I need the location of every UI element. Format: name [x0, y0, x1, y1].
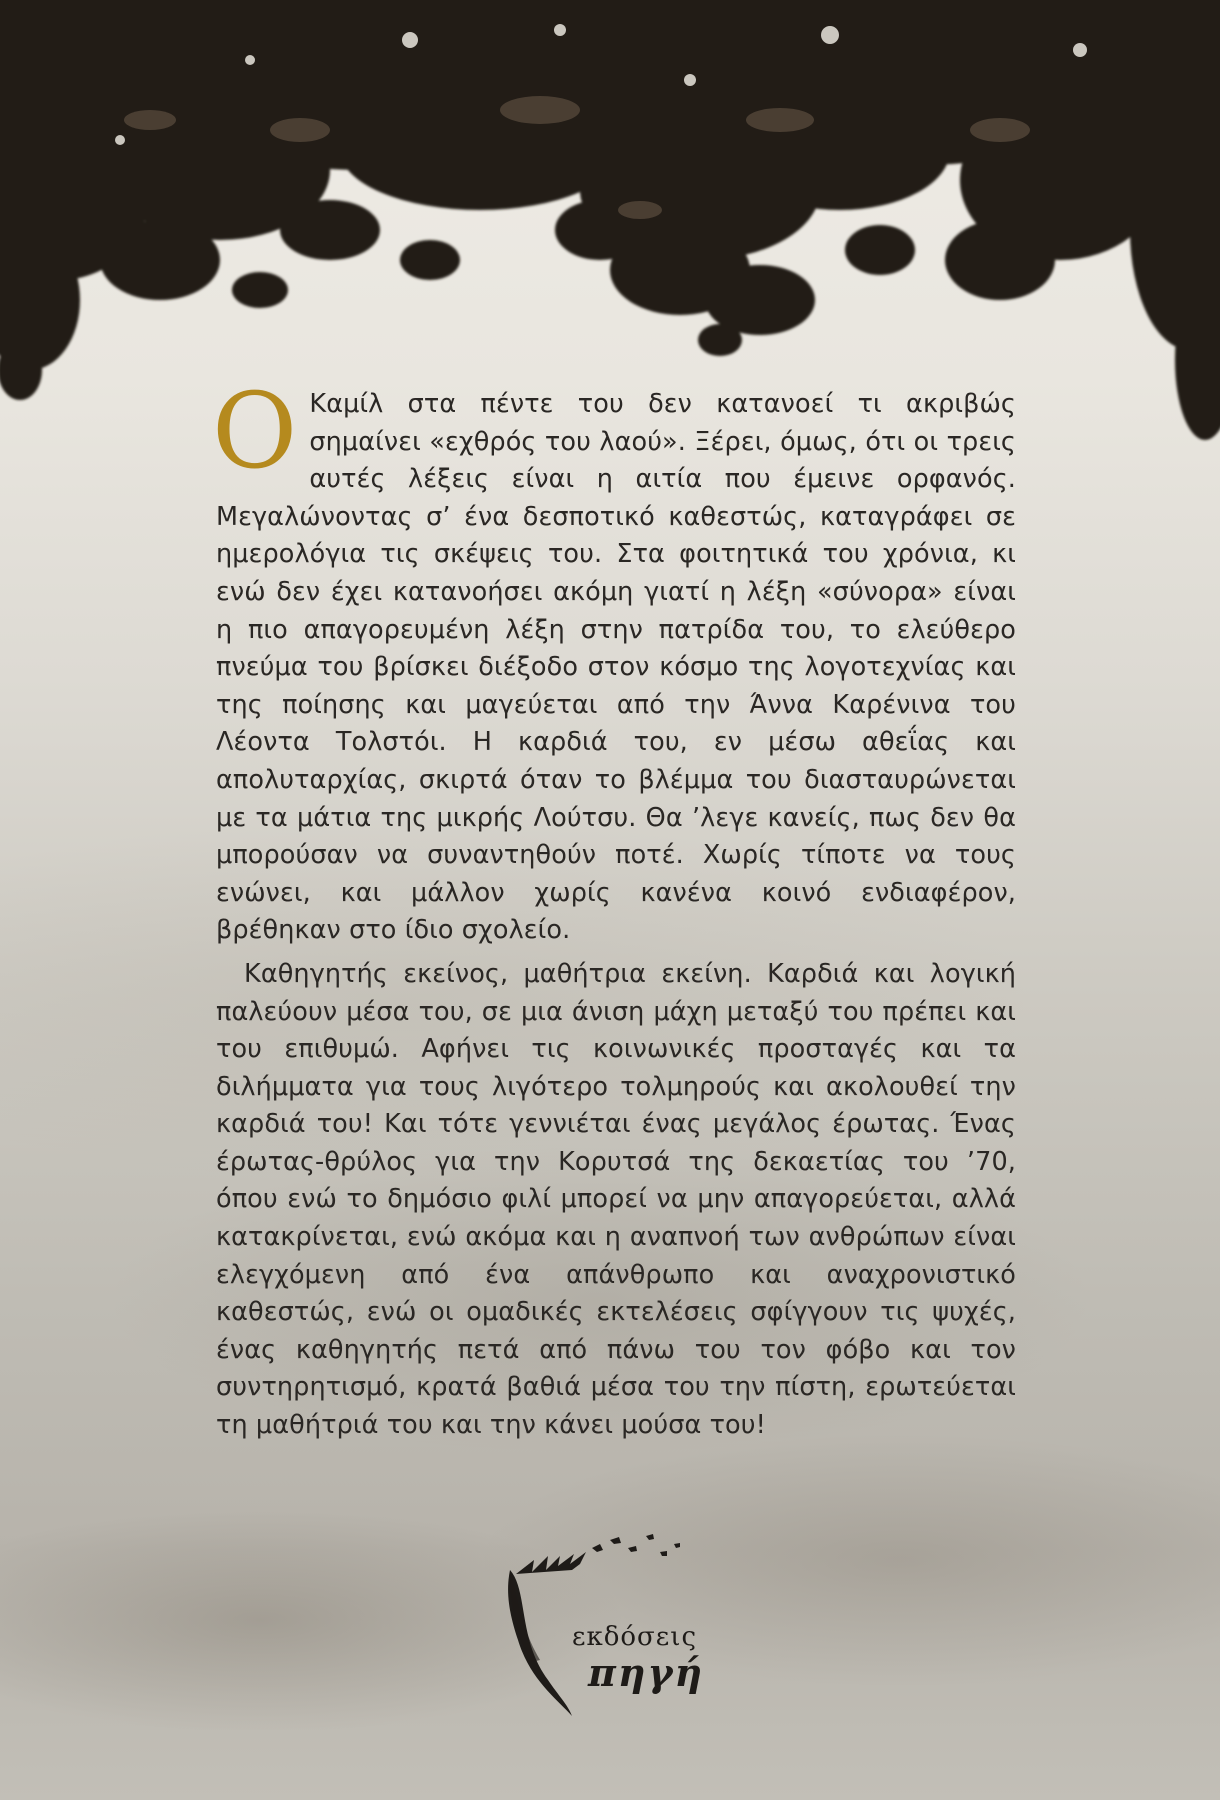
paragraph-1 [212, 370, 1016, 950]
book-description [212, 370, 1016, 1445]
drop-cap: Ο [212, 370, 298, 492]
publisher-name-line-1: εκδόσεις [572, 1622, 697, 1652]
paragraph-1-text: Καμίλ στα πέντε του δεν κατανοεί τι ακριβώς σημαίνει «εχθρός του λαού». Ξέρει, όμως, ότι οι τρεις αυτές λέξεις είναι η αιτία που έμεινε ορφανός. Μεγαλώνοντας σ’ ένα δεσποτικό καθεστώς, καταγράφει σε ημερολόγια τις σκέψεις του. Στα φοιτητικά του χρόνια, κι ενώ δεν έχει κατανοήσει ακόμη γιατί η λέξη «σύνορα» είναι η πιο απαγορευμένη λέξη στην πατρίδα του, το ελεύθερο πνεύμα του βρίσκει διέξοδο στον κόσμο της λογοτεχνίας και της ποίησης και μαγεύεται από την Άννα Καρένινα του Λέοντα Τολστόι. Η καρδιά του, εν μέσω αθεΐας και απολυταρχίας, σκιρτά όταν το βλέμμα του διασταυρώνεται με τα μάτια της μικρής Λούτσυ. Θα ’λεγε κανείς, πως δεν θα μπορούσαν να συναντηθούν ποτέ. Χωρίς τίποτε να τους ενώνει, και μάλλον χωρίς κανένα κοινό ενδιαφέρον, βρέθηκαν στο ίδιο σχολείο. [216, 389, 1016, 946]
publisher-name-line-2: πηγή [588, 1650, 705, 1695]
paragraph-2: Καθηγητής εκείνος, μαθήτρια εκείνη. Καρδιά και λογική παλεύουν μέσα του, σε μια άνιση μάχη μεταξύ του πρέπει και του επιθυμώ. Αφήνει τις κοινωνικές προσταγές και τα διλήμματα για τους λιγότερο τολμηρούς και ακολουθεί την καρδιά του! Και τότε γεννιέται ένας μεγάλος έρωτας. Ένας έρωτας-θρύλος για την Κορυτσά της δεκαετίας του ’70, όπου ενώ το δημόσιο φιλί μπορεί να μην απαγορεύεται, αλλά κατακρίνεται, ενώ ακόμα και η αναπνοή των ανθρώπων είναι ελεγχόμενη από ένα απάνθρωπο και αναχρονιστικό καθεστώς, ενώ οι ομαδικές εκτελέσεις σφίγγουν τις ψυχές, ένας καθηγητής πετά από πάνω του τον φόβο και τον συντηρητισμό, κρατά βαθιά μέσα του την πίστη, ερωτεύεται τη μαθήτριά του και την κάνει μούσα του! [216, 958, 1016, 1441]
